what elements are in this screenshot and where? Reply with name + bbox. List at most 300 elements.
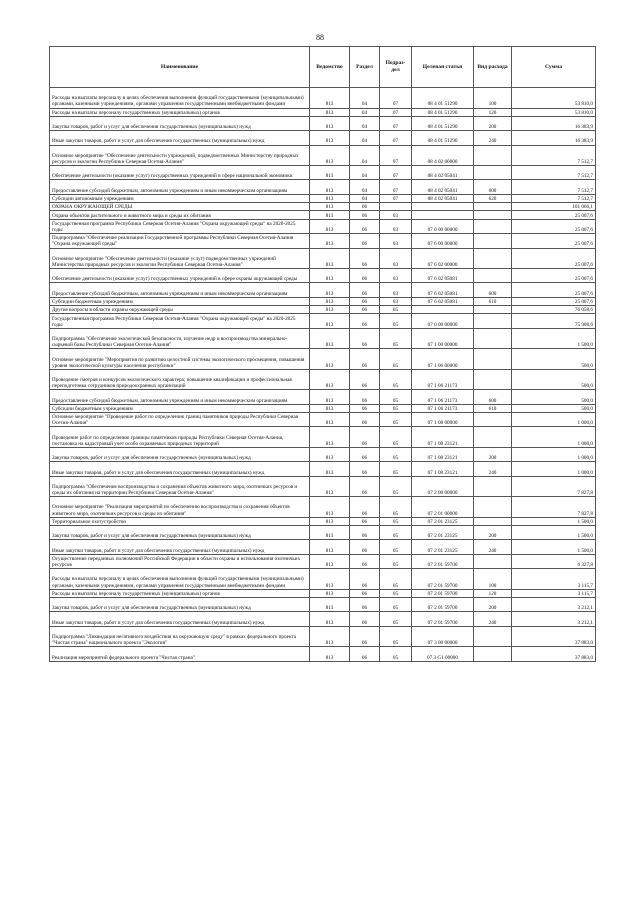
cell-ved: 813: [310, 540, 350, 554]
cell-summa: 1 000,0: [512, 412, 596, 426]
cell-razdel: 06: [350, 447, 380, 461]
table-row: [50, 597, 596, 611]
cell-cs: [412, 211, 474, 219]
cell-name: Обеспечение деятельности (оказание услуг) государственных учреждений в сфере национальной экономики: [50, 166, 310, 180]
table-row: [50, 297, 596, 305]
cell-razdel: 06: [350, 554, 380, 568]
cell-cs: 08 4 02 05041: [412, 180, 474, 194]
cell-name: Другие вопросы в области охраны окружающей среды: [50, 306, 310, 314]
cell-podrazdel: 03: [380, 234, 412, 248]
cell-razdel: 06: [350, 462, 380, 476]
cell-podrazdel: 05: [380, 476, 412, 497]
cell-ved: 813: [310, 369, 350, 390]
cell-vr: [474, 554, 512, 568]
cell-vr: [474, 248, 512, 269]
cell-vr: 200: [474, 525, 512, 539]
cell-name: Проведение смотров и конкурсов экологического характера; повышение квалификации и профессиональная переподготовка сотрудников природоохранных организаций: [50, 369, 310, 390]
cell-ved: 813: [310, 306, 350, 314]
cell-cs: 07 6 02 05081: [412, 269, 474, 283]
cell-ved: 813: [310, 269, 350, 283]
cell-cs: 07 1 08 23121: [412, 462, 474, 476]
cell-razdel: 04: [350, 116, 380, 130]
cell-ved: 813: [310, 612, 350, 626]
cell-cs: 07 2 01 59700: [412, 589, 474, 597]
cell-summa: 7 827,8: [512, 476, 596, 497]
cell-ved: 813: [310, 248, 350, 269]
cell-ved: 813: [310, 404, 350, 412]
cell-razdel: 04: [350, 145, 380, 166]
cell-razdel: 06: [350, 569, 380, 590]
cell-name: Субсидии автономным учреждениям: [50, 194, 310, 202]
cell-summa: 76 058,6: [512, 306, 596, 314]
cell-name: Иные закупки товаров, работ и услуг для обеспечения государственных (муниципальных) нужд: [50, 131, 310, 145]
cell-ved: 813: [310, 108, 350, 116]
cell-podrazdel: 05: [380, 390, 412, 404]
cell-razdel: 04: [350, 194, 380, 202]
cell-podrazdel: 05: [380, 612, 412, 626]
table-row: [50, 540, 596, 554]
cell-vr: [474, 412, 512, 426]
cell-summa: 7 827,8: [512, 497, 596, 518]
cell-vr: [474, 145, 512, 166]
table-row: [50, 283, 596, 297]
cell-vr: 100: [474, 88, 512, 109]
table-body: [50, 88, 596, 662]
cell-vr: 610: [474, 297, 512, 305]
cell-cs: 07 1 08 23121: [412, 447, 474, 461]
cell-ved: 813: [310, 525, 350, 539]
page-number: 88: [316, 33, 324, 42]
cell-name: Подпрограмма "Ликвидация негативного воздействия на окружающую среду" в рамках федерального проекта "Чистая страна" национального проекта "Экология": [50, 626, 310, 647]
cell-razdel: 06: [350, 540, 380, 554]
cell-name: Предоставление субсидий бюджетным, автономным учреждениям и иным некоммерческим организациям: [50, 180, 310, 194]
cell-ved: 813: [310, 569, 350, 590]
cell-podrazdel: 05: [380, 427, 412, 448]
cell-name: Основное мероприятие "Реализация мероприятий по обеспечению воспроизводства и сохранения объектов животного мира, охотничьих ресурсов и среды их обитания": [50, 497, 310, 518]
cell-razdel: 04: [350, 166, 380, 180]
cell-summa: 25 007,6: [512, 283, 596, 297]
cell-cs: 07 1 08 00000: [412, 412, 474, 426]
cell-vr: 240: [474, 540, 512, 554]
table-row: [50, 589, 596, 597]
cell-summa: 16 383,9: [512, 116, 596, 130]
cell-vr: [474, 427, 512, 448]
cell-cs: 07 2 01 59700: [412, 569, 474, 590]
cell-ved: 813: [310, 211, 350, 219]
cell-podrazdel: 05: [380, 517, 412, 525]
cell-ved: 813: [310, 116, 350, 130]
cell-podrazdel: 03: [380, 219, 412, 233]
table-row: [50, 369, 596, 390]
table-row: [50, 166, 596, 180]
cell-razdel: 06: [350, 404, 380, 412]
cell-podrazdel: 05: [380, 328, 412, 349]
cell-summa: 3 212,1: [512, 597, 596, 611]
cell-razdel: 06: [350, 369, 380, 390]
cell-cs: 07 1 00 00000: [412, 328, 474, 349]
cell-summa: 3 115,7: [512, 589, 596, 597]
cell-podrazdel: 05: [380, 314, 412, 328]
cell-podrazdel: 05: [380, 306, 412, 314]
cell-cs: 07 2 01 59700: [412, 612, 474, 626]
cell-name: Закупка товаров, работ и услуг для обеспечения государственных (муниципальных) нужд: [50, 116, 310, 130]
cell-cs: 07 3 G1 00000: [412, 647, 474, 661]
cell-razdel: 06: [350, 412, 380, 426]
cell-name: Подпрограмма "Обеспечение воспроизводства и сохранения объектов животного мира, охотничьих ресурсов и среды их обитания на территории Республики Северная Осетия-Алания": [50, 476, 310, 497]
cell-cs: 08 4 01 51290: [412, 116, 474, 130]
cell-cs: [412, 306, 474, 314]
cell-cs: [412, 203, 474, 211]
cell-ved: 813: [310, 203, 350, 211]
cell-cs: 07 6 02 00000: [412, 248, 474, 269]
cell-vr: [474, 306, 512, 314]
table-row: [50, 203, 596, 211]
cell-ved: 813: [310, 131, 350, 145]
table-row: [50, 248, 596, 269]
cell-vr: 600: [474, 390, 512, 404]
cell-name: Субсидии бюджетным учреждениям: [50, 404, 310, 412]
cell-summa: 53 810,0: [512, 88, 596, 109]
cell-podrazdel: 05: [380, 647, 412, 661]
cell-name: Государственная программа Республики Северная Осетия-Алания "Охрана окружающей среды" на 2020-2025 годы: [50, 314, 310, 328]
cell-podrazdel: 05: [380, 540, 412, 554]
table-row: [50, 306, 596, 314]
cell-ved: 813: [310, 194, 350, 202]
cell-ved: 813: [310, 447, 350, 461]
cell-vr: [474, 476, 512, 497]
cell-podrazdel: 05: [380, 447, 412, 461]
cell-ved: 813: [310, 647, 350, 661]
cell-razdel: 06: [350, 283, 380, 297]
cell-ved: 813: [310, 517, 350, 525]
cell-cs: 08 4 02 05041: [412, 166, 474, 180]
cell-name: Иные закупки товаров, работ и услуг для обеспечения государственных (муниципальных) нужд: [50, 540, 310, 554]
cell-ved: 813: [310, 349, 350, 370]
cell-summa: 37 883,0: [512, 626, 596, 647]
table-row: [50, 269, 596, 283]
cell-name: Реализация мероприятий федерального проекта "Чистая страна": [50, 647, 310, 661]
cell-razdel: 06: [350, 297, 380, 305]
cell-podrazdel: 03: [380, 283, 412, 297]
cell-podrazdel: 05: [380, 369, 412, 390]
cell-cs: 07 2 00 00000: [412, 476, 474, 497]
cell-cs: 08 4 02 05041: [412, 194, 474, 202]
table-row: [50, 525, 596, 539]
cell-ved: 813: [310, 297, 350, 305]
cell-name: Основное мероприятие "Мероприятия по развитию целостной системы экологического просвещения, повышения уровня экологической культуры населения республики": [50, 349, 310, 370]
cell-cs: 08 4 01 51290: [412, 108, 474, 116]
cell-razdel: 06: [350, 269, 380, 283]
cell-summa: 1 500,0: [512, 517, 596, 525]
cell-summa: 25 007,6: [512, 234, 596, 248]
cell-podrazdel: 07: [380, 145, 412, 166]
table-row: [50, 647, 596, 661]
table-row: [50, 612, 596, 626]
cell-summa: 75 908,6: [512, 314, 596, 328]
cell-name: Основное мероприятие "Обеспечение деятельности учреждений, подведомственных Министерству природных ресурсов и экологии Республики Северная Осетия-Алания": [50, 145, 310, 166]
cell-name: Охрана объектов растительного и животного мира и среды их обитания: [50, 211, 310, 219]
cell-vr: [474, 497, 512, 518]
cell-cs: 08 4 01 51290: [412, 131, 474, 145]
cell-cs: 07 6 00 00000: [412, 234, 474, 248]
cell-vr: [474, 166, 512, 180]
cell-name: ОХРАНА ОКРУЖАЮЩЕЙ СРЕДЫ: [50, 203, 310, 211]
cell-vr: [474, 314, 512, 328]
cell-razdel: 06: [350, 248, 380, 269]
cell-summa: 25 007,6: [512, 269, 596, 283]
cell-razdel: 04: [350, 88, 380, 109]
cell-cs: 07 1 06 21173: [412, 404, 474, 412]
cell-name: Закупка товаров, работ и услуг для обеспечения государственных (муниципальных) нужд: [50, 597, 310, 611]
cell-vr: 200: [474, 447, 512, 461]
cell-vr: [474, 211, 512, 219]
cell-summa: 6 327,8: [512, 554, 596, 568]
cell-vr: 600: [474, 283, 512, 297]
table-row: [50, 404, 596, 412]
cell-podrazdel: 03: [380, 211, 412, 219]
cell-cs: 07 1 06 21173: [412, 390, 474, 404]
cell-name: Подпрограмма "Обеспечение экологической безопасности, изучение недр и воспроизводства минерально-сырьевой базы Республики Северная Осетия-Алания": [50, 328, 310, 349]
cell-ved: 813: [310, 626, 350, 647]
cell-razdel: 06: [350, 589, 380, 597]
header-podrazdel: Подраз-дел: [380, 47, 412, 88]
cell-cs: 07 0 00 00000: [412, 219, 474, 233]
cell-ved: 813: [310, 314, 350, 328]
cell-name: Подпрограмма "Обеспечение реализации Государственной программы Республики Северная Осетия-Алания "Охрана окружающей среды": [50, 234, 310, 248]
cell-summa: 500,0: [512, 369, 596, 390]
cell-ved: 813: [310, 88, 350, 109]
cell-ved: 813: [310, 145, 350, 166]
cell-summa: 53 810,0: [512, 108, 596, 116]
cell-ved: 813: [310, 462, 350, 476]
cell-summa: 37 883,0: [512, 647, 596, 661]
cell-podrazdel: 03: [380, 269, 412, 283]
cell-podrazdel: 05: [380, 462, 412, 476]
table-header: [50, 47, 596, 88]
cell-vr: [474, 349, 512, 370]
cell-summa: 16 383,9: [512, 131, 596, 145]
cell-vr: 100: [474, 569, 512, 590]
cell-ved: 813: [310, 180, 350, 194]
cell-ved: 813: [310, 476, 350, 497]
cell-name: Закупка товаров, работ и услуг для обеспечения государственных (муниципальных) нужд: [50, 525, 310, 539]
table-row: [50, 626, 596, 647]
cell-ved: 813: [310, 497, 350, 518]
cell-name: Основное мероприятие "Обеспечение деятельности (оказание услуг) подведомственных учреждений Министерства природных ресурсов и экологии Республики Северная Осетия-Алания": [50, 248, 310, 269]
table-row: [50, 194, 596, 202]
cell-podrazdel: 07: [380, 194, 412, 202]
cell-podrazdel: 05: [380, 349, 412, 370]
table-row: [50, 211, 596, 219]
cell-podrazdel: 03: [380, 297, 412, 305]
cell-vr: [474, 219, 512, 233]
cell-vr: [474, 626, 512, 647]
cell-podrazdel: 05: [380, 589, 412, 597]
cell-name: Государственная программа Республики Северная Осетия-Алания "Охрана окружающей среды" на 2020-2025 годы: [50, 219, 310, 233]
cell-name: Расходы на выплаты персоналу в целях обеспечения выполнения функций государственными (муниципальными) органами, казенными учреждениями, органами управления государственными внебюджетными фондами: [50, 88, 310, 109]
cell-summa: 25 007,6: [512, 211, 596, 219]
cell-cs: 07 1 06 00000: [412, 349, 474, 370]
cell-name: Предоставление субсидий бюджетным, автономным учреждениям и иным некоммерческим организациям: [50, 390, 310, 404]
cell-ved: 813: [310, 554, 350, 568]
cell-name: Расходы на выплаты персоналу государственных (муниципальных) органов: [50, 108, 310, 116]
table-row: [50, 390, 596, 404]
cell-summa: 7 512,7: [512, 145, 596, 166]
cell-razdel: 06: [350, 525, 380, 539]
table-row: [50, 497, 596, 518]
cell-podrazdel: 05: [380, 404, 412, 412]
cell-summa: 7 512,7: [512, 194, 596, 202]
cell-podrazdel: 05: [380, 626, 412, 647]
table-row: [50, 314, 596, 328]
table-row: [50, 108, 596, 116]
cell-summa: 1 500,0: [512, 525, 596, 539]
cell-cs: 07 3 00 00000: [412, 626, 474, 647]
cell-razdel: 06: [350, 427, 380, 448]
cell-summa: 25 007,6: [512, 248, 596, 269]
cell-vr: 240: [474, 612, 512, 626]
cell-vr: [474, 328, 512, 349]
table-row: [50, 447, 596, 461]
cell-cs: 08 4 02 00000: [412, 145, 474, 166]
cell-summa: 1 000,0: [512, 447, 596, 461]
table-row: [50, 427, 596, 448]
cell-summa: 1 500,0: [512, 540, 596, 554]
cell-razdel: 06: [350, 626, 380, 647]
table-row: [50, 328, 596, 349]
cell-vr: [474, 234, 512, 248]
header-name: Наименование: [50, 47, 310, 88]
cell-ved: 813: [310, 390, 350, 404]
cell-podrazdel: 07: [380, 180, 412, 194]
budget-table: [49, 46, 596, 662]
cell-razdel: 06: [350, 349, 380, 370]
cell-name: Закупка товаров, работ и услуг для обеспечения государственных (муниципальных) нужд: [50, 447, 310, 461]
cell-razdel: 06: [350, 612, 380, 626]
table-row: [50, 116, 596, 130]
cell-name: Проведение работ по определению границы памятников природы Республики Северная Осетия-Алания, постановка на кадастровый учет особо охраняемых природных территорий: [50, 427, 310, 448]
cell-podrazdel: 07: [380, 108, 412, 116]
cell-podrazdel: [380, 203, 412, 211]
cell-vr: [474, 269, 512, 283]
cell-razdel: 06: [350, 597, 380, 611]
cell-name: Обеспечение деятельности (оказание услуг) государственных учреждений в сфере охраны окружающей среды: [50, 269, 310, 283]
cell-razdel: 04: [350, 180, 380, 194]
cell-summa: 25 007,6: [512, 297, 596, 305]
cell-razdel: 06: [350, 203, 380, 211]
cell-razdel: 06: [350, 306, 380, 314]
table-row: [50, 569, 596, 590]
cell-cs: 07 1 06 21173: [412, 369, 474, 390]
cell-razdel: 06: [350, 517, 380, 525]
cell-cs: 07 2 01 23125: [412, 540, 474, 554]
cell-podrazdel: 05: [380, 569, 412, 590]
header-summa: Сумма: [512, 47, 596, 88]
cell-cs: 07 2 01 23125: [412, 517, 474, 525]
table-row: [50, 349, 596, 370]
cell-podrazdel: 05: [380, 497, 412, 518]
cell-cs: 07 2 01 59700: [412, 597, 474, 611]
cell-name: Осуществление переданных полномочий Российской Федерации в области охраны и использования охотничьих ресурсов: [50, 554, 310, 568]
cell-razdel: 06: [350, 497, 380, 518]
cell-summa: 500,0: [512, 404, 596, 412]
cell-ved: 813: [310, 234, 350, 248]
cell-vr: 240: [474, 131, 512, 145]
cell-summa: 1 500,0: [512, 328, 596, 349]
cell-razdel: 06: [350, 647, 380, 661]
cell-vr: 200: [474, 597, 512, 611]
table-row: [50, 88, 596, 109]
cell-name: Расходы на выплаты персоналу в целях обеспечения выполнения функций государственными (муниципальными) органами, казенными учреждениями, органами управления государственными внебюджетными фондами: [50, 569, 310, 590]
table-row: [50, 131, 596, 145]
cell-podrazdel: 07: [380, 166, 412, 180]
cell-summa: 7 512,7: [512, 180, 596, 194]
cell-vr: 600: [474, 180, 512, 194]
cell-summa: 3 212,1: [512, 612, 596, 626]
cell-razdel: 06: [350, 390, 380, 404]
cell-cs: 07 1 08 23121: [412, 427, 474, 448]
cell-podrazdel: 05: [380, 525, 412, 539]
table-row: [50, 145, 596, 166]
table-row: [50, 462, 596, 476]
cell-name: Территориальное охотустройство: [50, 517, 310, 525]
header-razdel: Раздел: [350, 47, 380, 88]
cell-ved: 813: [310, 219, 350, 233]
table-row: [50, 180, 596, 194]
cell-vr: 620: [474, 194, 512, 202]
cell-ved: 813: [310, 427, 350, 448]
cell-razdel: 06: [350, 234, 380, 248]
cell-name: Основное мероприятие "Проведение работ по определению границ памятников природы Республики Северная Осетия-Алания": [50, 412, 310, 426]
cell-podrazdel: 07: [380, 88, 412, 109]
cell-podrazdel: 05: [380, 554, 412, 568]
cell-razdel: 06: [350, 476, 380, 497]
cell-podrazdel: 07: [380, 116, 412, 130]
cell-name: Предоставление субсидий бюджетным, автономным учреждениям и иным некоммерческим организациям: [50, 283, 310, 297]
table-row: [50, 234, 596, 248]
cell-ved: 813: [310, 328, 350, 349]
table-row: [50, 219, 596, 233]
cell-razdel: 04: [350, 131, 380, 145]
cell-vr: [474, 517, 512, 525]
cell-ved: 813: [310, 166, 350, 180]
cell-ved: 813: [310, 597, 350, 611]
table-row: [50, 554, 596, 568]
cell-summa: 500,0: [512, 390, 596, 404]
cell-vr: 610: [474, 404, 512, 412]
cell-cs: 07 2 01 23125: [412, 525, 474, 539]
header-vr: Вид расхода: [474, 47, 512, 88]
cell-razdel: 06: [350, 314, 380, 328]
cell-summa: 25 007,6: [512, 219, 596, 233]
cell-cs: 07 6 02 05081: [412, 297, 474, 305]
cell-razdel: 04: [350, 108, 380, 116]
cell-podrazdel: 03: [380, 248, 412, 269]
cell-cs: 07 6 02 05081: [412, 283, 474, 297]
cell-cs: 07 2 01 00000: [412, 497, 474, 518]
cell-ved: 813: [310, 412, 350, 426]
cell-summa: 500,0: [512, 349, 596, 370]
cell-razdel: 06: [350, 219, 380, 233]
cell-name: Расходы на выплаты персоналу государственных (муниципальных) органов: [50, 589, 310, 597]
cell-name: Иные закупки товаров, работ и услуг для обеспечения государственных (муниципальных) нужд: [50, 462, 310, 476]
cell-cs: 07 0 00 00000: [412, 314, 474, 328]
cell-summa: 101 066,1: [512, 203, 596, 211]
cell-vr: 120: [474, 108, 512, 116]
cell-podrazdel: 05: [380, 597, 412, 611]
cell-summa: 1 000,0: [512, 427, 596, 448]
cell-vr: [474, 203, 512, 211]
